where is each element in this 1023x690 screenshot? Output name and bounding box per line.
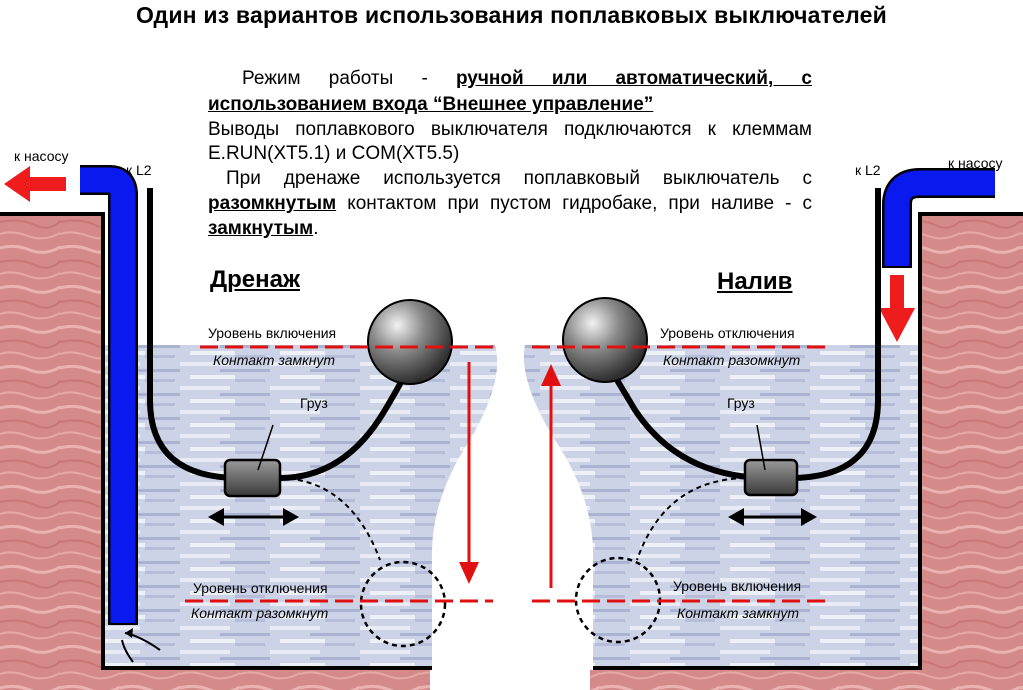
open-contact-term: разомкнутым	[208, 193, 337, 214]
right-contact-closed-label: Контакт замкнут	[677, 605, 800, 621]
right-level-on-label: Уровень включения	[673, 578, 802, 594]
left-contact-open-label: Контакт разомкнут	[191, 605, 329, 621]
mode-value: ручной или автоматический, с использованием входа “Внешнее управление”	[208, 68, 812, 115]
left-contact-closed-label: Контакт замкнут	[213, 352, 336, 368]
left-weight-label: Груз	[300, 395, 328, 411]
right-inflow-arrow	[879, 275, 915, 342]
left-level-off-label: Уровень отключения	[193, 580, 328, 596]
left-outflow-arrow	[4, 166, 66, 202]
left-float-ball	[368, 300, 452, 384]
right-contact-open-label: Контакт разомкнут	[663, 352, 801, 368]
right-float-ball	[563, 298, 647, 382]
drainage-paragraph: При дренаже используется поплавковый выключатель с разомкнутым контактом при пустом гидробаке, при наливе - с замкнутым.	[208, 168, 812, 239]
page-title: Один из вариантов использования поплавковых выключателей	[136, 2, 887, 28]
left-to-l2-label: к L2	[126, 162, 152, 178]
drainage-heading: Дренаж	[210, 266, 300, 293]
filling-heading: Налив	[717, 268, 793, 295]
terminals-paragraph: Выводы поплавкового выключателя подключаются к клеммам E.RUN(XT5.1) и COM(XT5.5)	[208, 119, 812, 164]
left-weight	[225, 460, 280, 496]
right-weight	[745, 460, 797, 495]
left-to-pump-label: к насосу	[14, 148, 69, 164]
right-level-off-label: Уровень отключения	[660, 325, 795, 341]
closed-contact-term: замкнутым	[208, 218, 314, 239]
right-to-pump-label: к насосу	[948, 155, 1003, 171]
mode-paragraph	[208, 66, 812, 118]
mode-prefix: Режим работы -	[242, 68, 428, 89]
right-weight-label: Груз	[727, 395, 755, 411]
right-to-l2-label: к L2	[855, 162, 881, 178]
left-level-on-label: Уровень включения	[208, 325, 337, 341]
